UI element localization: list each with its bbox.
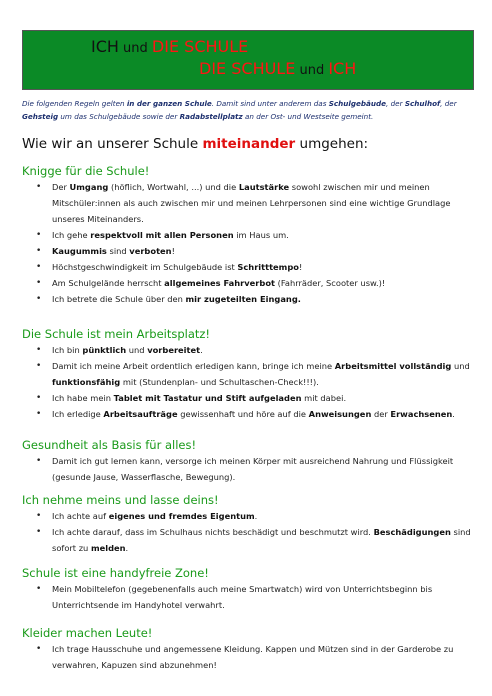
text-run: , der	[386, 99, 405, 108]
section-heading: Gesundheit als Basis für alles!	[22, 438, 197, 452]
section-heading: Knigge für die Schule!	[22, 164, 150, 178]
rule-item	[36, 227, 474, 243]
rule-item	[36, 524, 474, 556]
rule-list	[36, 179, 474, 307]
emphasis-text: funktionsfähig	[52, 377, 121, 387]
emphasis-text: Schritttempo	[237, 262, 299, 272]
text-run: gewissenhaft und höre auf die	[177, 409, 309, 419]
emphasis-text: Anweisungen	[308, 409, 372, 419]
emphasis-text: Arbeitsmittel vollständig	[334, 361, 452, 371]
emphasis-text: Gehsteig	[22, 112, 59, 121]
emphasis-text: Arbeitsaufträge	[103, 409, 178, 419]
emphasis-text: Schulhof	[404, 99, 441, 108]
text-run: (Fahrräder, Scooter usw.)!	[275, 278, 386, 288]
rule-item	[36, 641, 474, 673]
text-run: Ich achte auf	[52, 511, 109, 521]
rule-item	[36, 358, 474, 390]
text-run: !	[298, 262, 303, 272]
rule-item	[36, 342, 474, 358]
text-run: mit dabei.	[301, 393, 347, 403]
rule-list	[36, 508, 474, 556]
rule-item	[36, 581, 474, 613]
rule-item	[36, 390, 474, 406]
text-run: Ich betrete die Schule über den	[52, 294, 186, 304]
emphasis-text: Umgang	[69, 182, 109, 192]
emphasis-text: respektvoll mit allen Personen	[90, 230, 234, 240]
text-run: !	[171, 246, 175, 256]
text-run: Damit ich meine Arbeit ordentlich erledigen kann, bringe ich meine	[52, 361, 335, 371]
rule-list	[36, 453, 474, 485]
section-heading: Schule ist eine handyfreie Zone!	[22, 566, 209, 580]
title-banner	[22, 30, 474, 90]
banner-line-2: DIE SCHULE und ICH	[199, 59, 357, 78]
rule-item	[36, 291, 474, 307]
text-run: der	[371, 409, 391, 419]
rule-item	[36, 243, 474, 259]
emphasis-text: vorbereitet	[147, 345, 201, 355]
text-run: mit (Stundenplan- und Schultaschen-Check!!!).	[120, 377, 319, 387]
section-heading: Ich nehme meins und lasse deins!	[22, 493, 219, 507]
text-run: Ich habe mein	[52, 393, 114, 403]
emphasis-text: Kaugummis	[52, 246, 107, 256]
text-run: Der	[52, 182, 70, 192]
rule-item	[36, 259, 474, 275]
emphasis-text: melden	[90, 543, 126, 553]
text-run: Ich gehe	[52, 230, 91, 240]
text-run: (höflich, Wortwahl, ...) und die	[108, 182, 239, 192]
text-run: um das Schulgebäude sowie der	[58, 112, 180, 121]
emphasis-text: Schulgebäude	[328, 99, 387, 108]
rule-item	[36, 275, 474, 291]
text-run: und	[451, 361, 470, 371]
rule-item	[36, 406, 474, 422]
section-heading: Kleider machen Leute!	[22, 626, 153, 640]
text-run: Damit ich gut lernen kann, versorge ich meinen Körper mit ausreichend Nahrung und Flüssigkeit (gesunde Jause, Wasserflasche, Bewegung).	[52, 456, 454, 482]
emphasis-text: verboten	[129, 246, 172, 256]
section-heading: Die Schule ist mein Arbeitsplatz!	[22, 327, 211, 341]
emphasis-text: eigenes und fremdes Eigentum	[108, 511, 255, 521]
emphasis-text: pünktlich	[82, 345, 127, 355]
emphasis-text: allgemeines Fahrverbot	[164, 278, 275, 288]
banner-line-1: ICH und DIE SCHULE	[91, 37, 249, 56]
emphasis-text: in der ganzen Schule	[126, 99, 212, 108]
text-run: .	[254, 511, 258, 521]
text-run: sind sofort zu	[52, 527, 471, 553]
text-run: Höchstgeschwindigkeit im Schulgebäude ist	[52, 262, 238, 272]
text-run: Ich achte darauf, dass im Schulhaus nichts beschädigt und beschmutzt wird.	[52, 527, 374, 537]
rule-item	[36, 508, 474, 524]
text-run: im Haus um.	[233, 230, 289, 240]
intro-paragraph	[22, 97, 474, 123]
emphasis-text: Erwachsenen	[390, 409, 453, 419]
rule-list	[36, 581, 474, 613]
text-run: Ich trage Hausschuhe und angemessene Kleidung. Kappen und Mützen sind in der Garderobe zu verwahren, Kapuzen sind abzunehmen!	[52, 644, 454, 670]
text-run: .	[125, 543, 129, 553]
text-run: , der	[440, 99, 457, 108]
emphasis-text: Lautstärke	[238, 182, 290, 192]
rule-list	[36, 641, 474, 673]
text-run: Ich bin	[52, 345, 83, 355]
text-run: Ich erledige	[52, 409, 104, 419]
rule-item	[36, 179, 474, 227]
text-run: Am Schulgelände herrscht	[52, 278, 165, 288]
text-run: .	[452, 409, 455, 419]
text-run: Die folgenden Regeln gelten	[22, 99, 127, 108]
text-run: sind	[106, 246, 130, 256]
emphasis-text: Beschädigungen	[373, 527, 451, 537]
text-run: .	[200, 345, 203, 355]
text-run: an der Ost- und Westseite gemeint.	[242, 112, 374, 121]
text-run: und	[126, 345, 148, 355]
text-run: . Damit sind unter anderem das	[211, 99, 329, 108]
rule-list	[36, 342, 474, 422]
text-run: Mein Mobiltelefon (gegebenenfalls auch meine Smartwatch) wird von Unterrichtsbeginn bis Unterrichtsende im Handyhotel verwahrt.	[52, 584, 433, 610]
rule-item	[36, 453, 474, 485]
page-heading: Wie wir an unserer Schule miteinander umgehen:	[22, 136, 369, 152]
emphasis-text: Radabstellplatz	[179, 112, 243, 121]
text-run: sowohl zwischen mir und meinen Mitschüler:innen als auch zwischen mir und meinen Lehrpersonen sind eine wichtige Grundlage unseres Miteinanders.	[52, 182, 451, 224]
emphasis-text: mir zugeteilten Eingang.	[185, 294, 301, 304]
emphasis-text: Tablet mit Tastatur und Stift aufgeladen	[113, 393, 302, 403]
